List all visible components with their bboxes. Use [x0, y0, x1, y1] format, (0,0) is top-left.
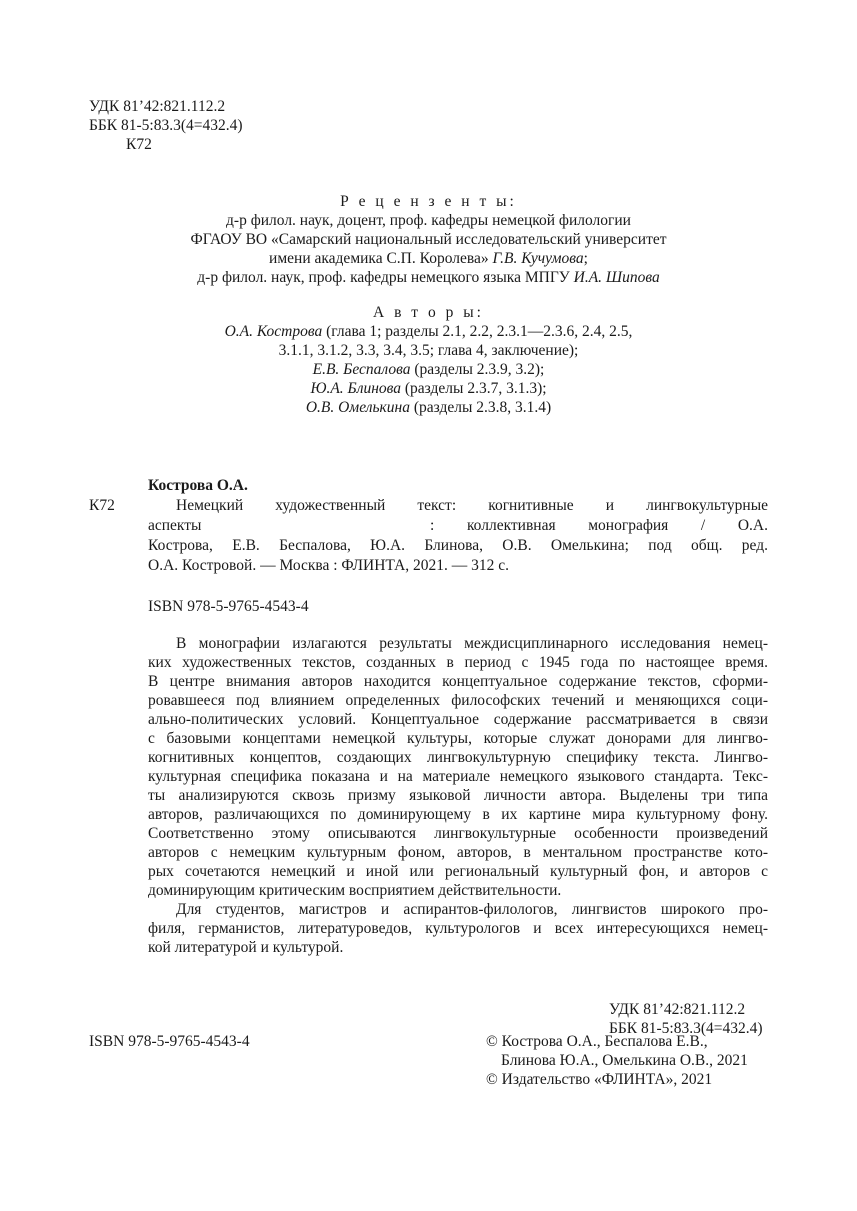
catalog-title-line-4: О.А. Костровой. — Москва : ФЛИНТА, 2021. — 312 с.	[148, 557, 510, 574]
author-4-line	[60, 398, 797, 417]
abstract-line: доминирующим критическим восприятием действительности.	[148, 882, 562, 899]
author-2-name: Е.В. Беспалова	[312, 361, 411, 378]
audience-line: Для студентов, магистров и аспирантов-филологов, лингвистов широкого про-	[176, 901, 768, 918]
abstract-line: рых сочетаются немецкий и иной или региональный культурный фон, и авторов с	[148, 863, 768, 880]
reviewer-2-line	[60, 268, 797, 287]
authors-block	[60, 303, 797, 417]
author-2-sections: (разделы 2.3.9, 3.2);	[410, 361, 545, 378]
copyright-line-2: Блинова Ю.А., Омелькина О.В., 2021	[501, 1052, 748, 1069]
author-2-line	[60, 360, 797, 379]
abstract-line: ально-политических условий. Концептуальное содержание рассматривается в связи	[148, 711, 768, 728]
bbk-code: ББК 81-5:83.3(4=432.4)	[89, 117, 243, 134]
abstract-line: авторов с немецким культурным фоном, авторов, в ментальном пространстве кото-	[148, 844, 768, 861]
catalog-author-mark: К72	[89, 497, 115, 514]
catalog-title-line-1: Немецкий художественный текст: когнитивные и лингвокультурные	[176, 497, 768, 514]
catalog-title-line-2b: : коллективная монография / О.А.	[430, 517, 768, 534]
reviewer-1-affiliation: имени академика С.П. Королева»	[269, 250, 489, 267]
abstract-line: ровавшееся под влиянием определенных философских течений и меняющихся соци-	[148, 692, 768, 709]
catalog-title-line-3: Кострова, Е.В. Беспалова, Ю.А. Блинова, О.В. Омелькина; под общ. ред.	[148, 537, 768, 554]
author-3-line	[60, 379, 797, 398]
bbk-code-bottom: ББК 81-5:83.3(4=432.4)	[609, 1020, 763, 1037]
catalog-main-author: Кострова О.А.	[148, 477, 248, 494]
abstract-line: ты анализируются сквозь призму языковой личности автора. Выделены три типа	[148, 787, 768, 804]
audience-line: филя, германистов, литературоведов, культурологов и всех интересующихся немец-	[148, 920, 768, 937]
reviewers-heading: Р е ц е н з е н т ы:	[340, 193, 517, 210]
reviewer-1-punct: ;	[583, 250, 588, 267]
reviewer-1-line-1: д-р филол. наук, доцент, проф. кафедры немецкой филологии	[226, 212, 631, 229]
author-1-name: О.А. Кострова	[224, 323, 323, 340]
udk-code: УДК 81’42:821.112.2	[89, 98, 226, 115]
reviewer-1-line-2: ФГАОУ ВО «Самарский национальный исследовательский университет	[190, 231, 667, 248]
audience-line: кой литературой и культурой.	[148, 939, 344, 956]
author-4-name: О.В. Омелькина	[305, 399, 410, 416]
abstract-line: с базовыми концептами немецкой культуры, которые служат донорами для лингво-	[148, 730, 768, 747]
author-1-line	[60, 322, 797, 341]
catalog-isbn: ISBN 978-5-9765-4543-4	[148, 598, 309, 615]
abstract-line: авторов, различающихся по доминирующему в их картине мира культурному фону.	[148, 806, 768, 823]
author-1-sections: (глава 1; разделы 2.1, 2.2, 2.3.1—2.3.6, 2.4, 2.5,	[322, 323, 633, 340]
catalog-title-line-2a: аспекты	[148, 517, 202, 534]
udk-code-bottom: УДК 81’42:821.112.2	[609, 1001, 746, 1018]
author-mark: К72	[126, 136, 152, 153]
author-4-sections: (разделы 2.3.8, 3.1.4)	[409, 399, 552, 416]
abstract-line: культурная специфика показана и на материале немецкого языкового стандарта. Текс-	[148, 768, 768, 785]
authors-heading: А в т о р ы:	[373, 304, 484, 321]
copyright-line-3: © Издательство «ФЛИНТА», 2021	[486, 1071, 713, 1088]
author-3-sections: (разделы 2.3.7, 3.1.3);	[401, 380, 547, 397]
isbn-bottom: ISBN 978-5-9765-4543-4	[89, 1033, 250, 1050]
abstract-line: В монографии излагаются результаты междисциплинарного исследования немец-	[176, 635, 768, 652]
reviewer-1-name: Г.В. Кучумова	[492, 250, 584, 267]
reviewer-2-affiliation: д-р филол. наук, проф. кафедры немецкого языка МПГУ	[197, 269, 570, 286]
abstract-line: когнитивных концептов, создающих лингвокультурную специфику текста. Лингво-	[148, 749, 768, 766]
copyright-block	[486, 1032, 748, 1089]
author-3-name: Ю.А. Блинова	[310, 380, 402, 397]
reviewer-2-name: И.А. Шипова	[573, 269, 660, 286]
abstract-line: В центре внимания авторов находится концептуальное содержание текстов, сформи-	[148, 673, 768, 690]
author-1-line-2: 3.1.1, 3.1.2, 3.3, 3.4, 3.5; глава 4, заключение);	[278, 342, 579, 359]
reviewers-block	[60, 192, 797, 287]
abstract-line: Соответственно этому описываются лингвокультурные особенности произведений	[148, 825, 768, 842]
abstract	[148, 634, 768, 957]
abstract-line: ких художественных текстов, созданных в период с 1945 года по настоящее время.	[148, 654, 768, 671]
copyright-line-1: © Кострова О.А., Беспалова Е.В.,	[486, 1033, 708, 1050]
reviewer-1-line-3	[60, 249, 797, 268]
